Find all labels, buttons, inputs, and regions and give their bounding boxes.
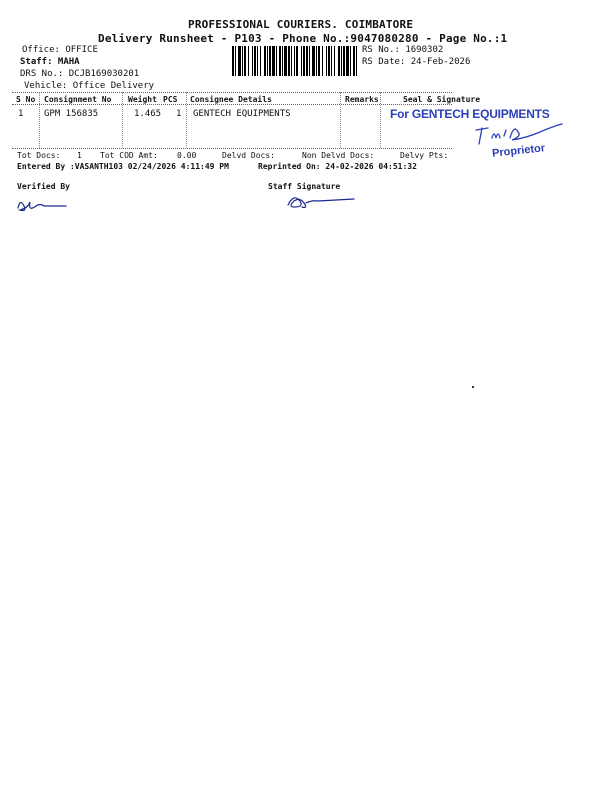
col-header-sno: S No xyxy=(16,95,36,104)
col-header-weight: Weight xyxy=(128,95,157,104)
document-title: PROFESSIONAL COURIERS. COIMBATORE xyxy=(188,18,414,31)
non-delvd-docs-label: Non Delvd Docs: xyxy=(302,151,375,160)
runsheet-subtitle: Delivery Runsheet - P103 - Phone No.:9047080280 - Page No.:1 xyxy=(98,32,508,45)
col-header-consignment: Consignment No xyxy=(44,95,112,104)
row-pcs: 1 xyxy=(176,109,182,119)
table-bottom-rule xyxy=(12,148,452,149)
column-divider xyxy=(340,92,341,148)
col-header-pcs: PCS xyxy=(163,95,178,104)
column-divider xyxy=(186,92,187,148)
tot-docs-value: 1 xyxy=(77,151,82,160)
row-consignment-no: GPM 156835 xyxy=(44,109,99,119)
col-header-remarks: Remarks xyxy=(345,95,379,104)
rs-number: RS No.: 1690302 xyxy=(362,45,444,55)
company-stamp: For GENTECH EQUIPMENTS xyxy=(390,107,550,121)
barcode-image xyxy=(232,46,358,76)
row-sno: 1 xyxy=(18,109,24,119)
vehicle-field: Vehicle: Office Delivery xyxy=(24,81,155,91)
reprinted-on: Reprinted On: 24-02-2026 04:51:32 xyxy=(258,162,417,171)
entered-by: Entered By :VASANTH103 02/24/2026 4:11:49 PM xyxy=(17,162,229,171)
scan-speck xyxy=(472,386,474,388)
col-header-seal: Seal & Signature xyxy=(403,95,481,104)
column-divider xyxy=(39,92,40,148)
staff-signature-label: Staff Signature xyxy=(268,182,341,191)
table-header-rule xyxy=(12,104,452,105)
row-consignee: GENTECH EQUIPMENTS xyxy=(193,109,291,119)
verifier-signature xyxy=(14,196,70,214)
tot-cod-value: 0.00 xyxy=(177,151,197,160)
column-divider xyxy=(122,92,123,148)
row-weight: 1.465 xyxy=(134,109,162,119)
proprietor-signature xyxy=(470,122,570,150)
stamp-designation: Proprietor xyxy=(491,142,546,160)
drs-number: DRS No.: DCJB169030201 xyxy=(20,69,140,79)
staff-signature xyxy=(284,193,358,213)
tot-docs-label: Tot Docs: xyxy=(17,151,61,160)
staff-field: Staff: MAHA xyxy=(20,57,80,67)
col-header-consignee: Consignee Details xyxy=(190,95,272,104)
office-field: Office: OFFICE xyxy=(22,45,98,55)
column-divider xyxy=(380,92,381,148)
rs-date: RS Date: 24-Feb-2026 xyxy=(362,57,471,67)
table-top-rule xyxy=(12,92,452,93)
verified-by-label: Verified By xyxy=(17,182,70,191)
delvy-pts-label: Delvy Pts: xyxy=(400,151,449,160)
delvd-docs-label: Delvd Docs: xyxy=(222,151,275,160)
tot-cod-label: Tot COD Amt: xyxy=(100,151,158,160)
